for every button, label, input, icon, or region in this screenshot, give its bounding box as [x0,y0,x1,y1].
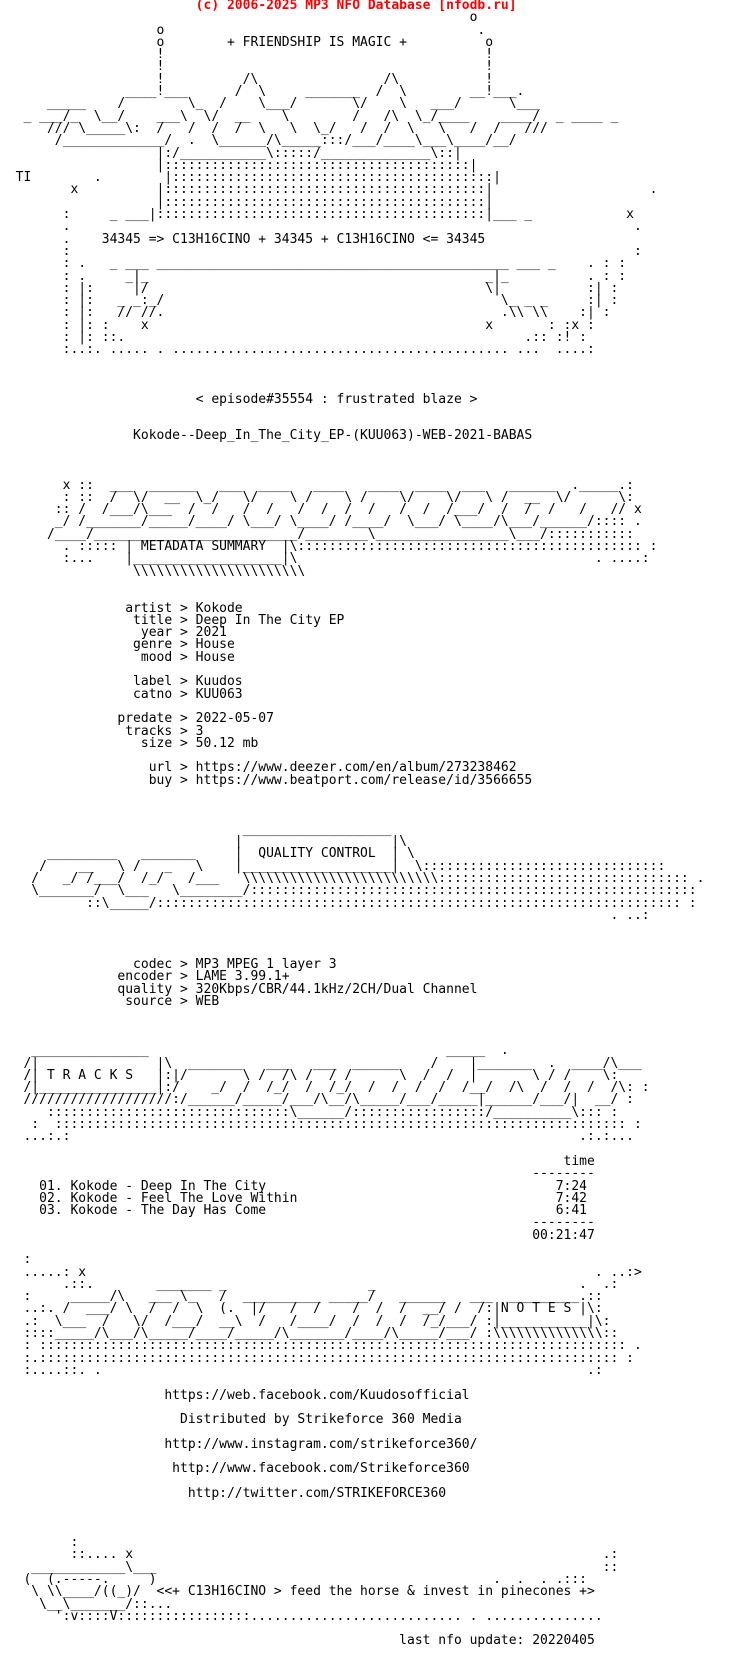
nfo-line: size > 50.12 mb [0,735,259,751]
nfo-line: . 34345 => C13H16CINO + 34345 + C13H16CINO <= 34345 [0,231,486,247]
nfo-line [0,357,736,369]
nfo-body [0,12,736,1647]
nfo-line: \\\\\\\\\\\\\\\\\\\\\\ [0,563,306,579]
nfo-line [0,922,736,934]
nfo-line: ___________________ [0,821,392,837]
nfo-line: : _____/\ ___ \_ / __________ _____/ ______ ___ _________.:: [0,1289,603,1305]
nfo-line [0,1008,736,1020]
nfo-line: 02. Kokode - Feel The Love Within 7:42 [0,1190,587,1206]
nfo-line: : ::::::::::::::::::::::::::::::::::::::::::::::::::::::::::::::::::::::::: : [0,1117,642,1133]
nfo-line [0,443,736,455]
nfo-line: / _/ /___/ /_/ /___ \\\\\\\\\\\\\\\\\\\\\\\\\:::::::::::::::::::::::::::::::: . [0,871,705,887]
nfo-line: tracks > 3 [0,723,204,739]
nfo-line: x |:::::::::::::::::::::::::::::::::::::::::| . [0,182,658,198]
nfo-line: last nfo update: 20220405 [0,1633,595,1648]
nfo-line: Distributed by Strikeforce 360 Media [0,1412,462,1428]
nfo-line: codec > MP3 MPEG 1 layer 3 [0,957,337,973]
nfo-line [0,455,736,467]
nfo-line: -------- [0,1166,595,1182]
nfo-line: ::::_____/\___/\_____/____/_____/\_______/____/\_____/___/ :\\\\\\\\\\\\\\:: [0,1326,619,1342]
nfo-line: :.:::::::::::::::::::::::::::::::::::::::::::::::::::::::::::::::::::::::::: : [0,1350,634,1366]
nfo-line: ...:.: .:.:... [0,1129,634,1145]
nfo-line [0,1513,736,1525]
nfo-line: Kokode--Deep_In_The_City_EP-(KUU063)-WEB-2021-BABAS [0,428,533,444]
nfo-line: / __ \ / _ \ |___________________| \::::::::::::::::::::::::::::::: [0,858,666,874]
nfo-line: . ..: [0,907,650,923]
nfo-line: _____ / \_ / \___/ \/ \ ___/ \___ [0,96,541,112]
nfo-line: ::\_____/::::::::::::::::::::::::::::::::::::::::::::::::::::::::::::::::::: : [0,895,697,911]
nfo-line: o [0,10,478,26]
nfo-line: 03. Kokode - The Day Has Come 6:41 [0,1203,587,1219]
nfo-line: : |: _ _:_/ \_ _ _ :| : [0,293,619,309]
nfo-line: : ::::::::::::::::::::::::::::::::::::::::::::::::::::::::::::::::::::::::::: . [0,1338,642,1354]
nfo-line: \__\_______/::... [0,1596,173,1612]
nfo-line: http://twitter.com/STRIKEFORCE360 [0,1485,447,1501]
nfo-line: :::::::::::::::::::::::::::::::\______/:::::::::::::::::/__________\::: : [0,1104,619,1120]
nfo-line: _________ _______ | QUALITY CONTROL | \ [0,846,415,862]
nfo-line: /| |\ _______ ___ ___ ______ / |_______ . ____/\___ [0,1055,642,1071]
nfo-line: | |\ [0,834,407,850]
nfodb-source-line: (c) 2006-2025 MP3 NFO Database [nfodb.ru] [0,0,517,13]
nfo-line [0,1525,736,1537]
nfo-line: ( (.-----. ) . . . .::: [0,1572,587,1587]
nfo-line: : |: ::. .:: :! : [0,330,587,346]
nfo-line: http://www.instagram.com/strikeforce360/ [0,1436,478,1452]
nfo-line: genre > House [0,637,235,653]
nfo-line: source > WEB [0,994,220,1010]
nfo-line: : [0,1535,79,1551]
nfo-line: /| T R A C K S |:|/ \ / /\ / / / \ / / | \ / / \: [0,1067,619,1083]
nfo-line: < episode#35554 : frustrated blaze > [0,391,478,407]
nfo-line: :... |___________________|\ . ....: [0,551,650,567]
nfo-line: mood > House [0,649,235,665]
nfo-line: _ ___/_ \__/ ___\ \/ __ \ / /\ \_/____ ____/ _ ____ _ [0,108,619,124]
nfo-line: encoder > LAME 3.99.1+ [0,969,290,985]
nfo-line: -------- [0,1215,595,1231]
nfo-line: \ \\____/((_)/ <<+ C13H16CINO > feed the horse & invest in pinecones +> [0,1584,595,1600]
nfo-line: ____________\___ :: [0,1559,619,1575]
nfo-line: ..:. / ___/ \ / / \ (. |/ / / / / / __/ / /:|N O T E S |\: [0,1301,603,1317]
nfo-line: label > Kuudos [0,674,243,690]
nfo-line: quality > 320Kbps/CBR/44.1kHz/2CH/Dual Channel [0,981,478,997]
nfo-line: ///////////////////:/______/_____/___/\__/\_____/___/_____|______/___/| __/ : [0,1092,634,1108]
nfo-line [0,369,736,381]
nfo-line: ! ! [0,47,494,63]
nfo-line: /_____________/ . \______/\_____:::/___/____\___\____/__/ [0,133,517,149]
nfo-line: ! /\ /\ ! [0,71,494,87]
nfo-line: : |: // //. .\\ \\ :| : [0,305,611,321]
nfo-line: .: \___ / \/ /___/ __\ / /____/ / / / /_/___/ :|___________|\: [0,1313,611,1329]
nfo-line: http://www.facebook.com/Strikeforce360 [0,1461,470,1477]
nfo-line: 01. Kokode - Deep In The City 7:24 [0,1178,587,1194]
nfo-line: ':v::::V:::::::::::::::::........................... . ............... [0,1608,603,1624]
nfo-line: : . _ ___ _____________________________________________ ___ _ . : : [0,256,627,272]
nfo-line: title > Deep In The City EP [0,612,345,628]
nfo-line: : |: |/ \| :| : [0,280,619,296]
nfo-line: _/ /_______/_____/____/ \___/ \____/ /____/ \___/ \____/\___/______/:::: . [0,514,642,530]
nfo-line: /____/__________________________/________\_________________\___/::::::::::: [0,526,634,542]
nfo-line: url > https://www.deezer.com/en/album/273238462 [0,760,517,776]
nfo-line [0,1500,736,1512]
nfo-line [0,787,736,799]
nfo-line: :: / /___/\___ / / / / / / / / / / /___/ / / / / // x [0,502,642,518]
nfo-line: |:/___________\:::::/______________\::| [0,145,462,161]
nfo-line: |:::::::::::::::::::::::::::::::::::::::::| [0,194,494,210]
nfo-line: ::.... x .: [0,1547,619,1563]
nfo-line: .....: x . ..:> [0,1264,642,1280]
nfo-line: : : [0,243,642,259]
nfo-line: predate > 2022-05-07 [0,711,274,727]
nfo-line: _______________ _____ . [0,1043,509,1059]
nfo-line: o . [0,22,486,38]
nfo-line: time [0,1153,595,1169]
nfo-line [0,1242,736,1254]
nfo-line: https://web.facebook.com/Kuudosofficial [0,1387,470,1403]
nfo-line: o + FRIENDSHIP IS MAGIC + o [0,34,494,50]
nfo-line: \_______/ \___ \________/::::::::::::::::::::::::::::::::::::::::::::::::::::::::: [0,883,697,899]
nfo-line: artist > Kokode [0,600,243,616]
nfo-line: .::. _______ _ _ . .: [0,1276,619,1292]
nfo-line: TI . |:::::::::::::::::::::::::::::::::::::::::| [0,170,501,186]
nfo-line: ____!___ / \ _______ / \ __!___. [0,84,525,100]
nfo-line: /|_______________|:/ _/ / /_/ / /_/ / / / / /__/ /\ / / / /\: : [0,1080,650,1096]
nfo-line: buy > https://www.beatport.com/release/id/3566655 [0,772,533,788]
nfo-line: :..:. ..... . ........................................... ... ....: [0,342,595,358]
nfo-line: . . [0,219,642,235]
nfo-line: : [0,1252,32,1268]
nfo-line: 00:21:47 [0,1227,595,1243]
nfo-line: year > 2021 [0,625,227,641]
nfo-line: . ::::: | METADATA SUMMARY |\:::::::::::::::::::::::::::::::::::::::::::: : [0,539,658,555]
nfo-line [0,1021,736,1033]
nfo-line: : :: / \/ __ \_/ \/ \ / \ / \/ \/ \ / __ \/ \: [0,489,634,505]
nfo-line: :....::. . .: [0,1362,603,1378]
nfo-line: : . _|_ _|_ . : : [0,268,627,284]
nfo-line: ! ! [0,59,494,75]
nfo-line: catno > KUU063 [0,686,243,702]
nfo-line [0,799,736,811]
nfo-line: : |: : x x : :x : [0,317,595,333]
nfo-line [0,406,736,418]
nfo-line: |:::::::::::::::::::::::::::::::::::::::| [0,157,478,173]
nfo-line [0,578,736,590]
nfo-line [0,935,736,947]
nfo-line: x :: ___ ______ ___ ____ ____ ____ ____ ___ ______ ._____.: [0,477,634,493]
nfo-line: : _ ___|::::::::::::::::::::::::::::::::::::::::::|___ _ x [0,207,634,223]
nfo-line: /// \_____\: / / / / \ \ \_/ / / \ \ / / /// [0,120,548,136]
